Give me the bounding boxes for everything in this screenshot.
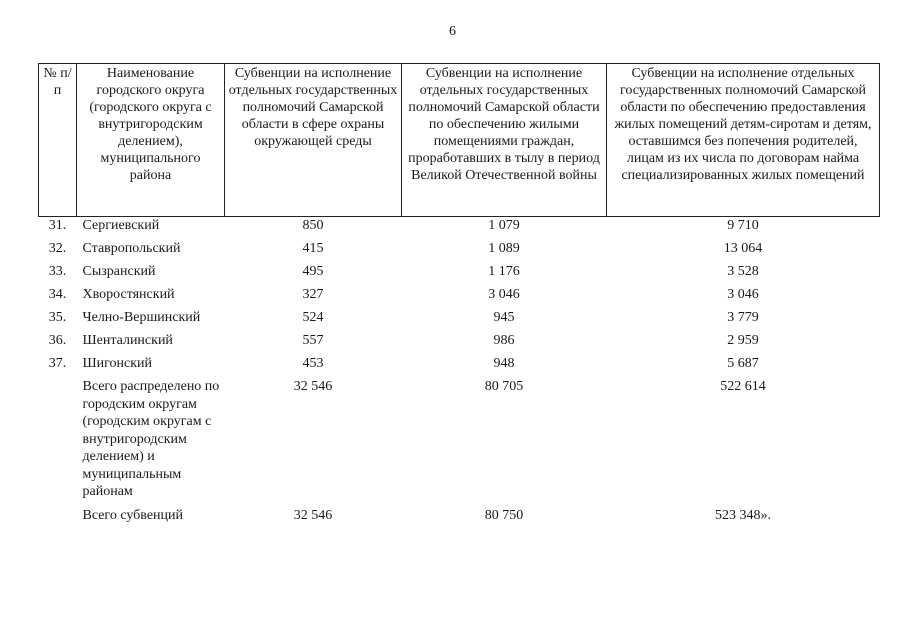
grand-total-row [39,501,880,530]
table-row [39,286,880,309]
municipality-name: Хворостянский [82,287,175,302]
table-row [39,332,880,355]
home-front-value: 1 079 [488,218,520,233]
total-distributed-orphans: 522 614 [720,379,766,394]
row-number: 33. [48,264,67,279]
grand-total-label: Всего субвенций [82,507,184,523]
table-row [39,240,880,263]
total-distributed-row [39,378,880,501]
orphans-value: 9 710 [727,218,759,233]
total-distributed-environment: 32 546 [293,379,333,394]
subventions-table [38,63,880,530]
total-distributed-number [39,378,77,501]
environment-value: 415 [302,241,324,256]
row-number: 32. [48,241,67,256]
row-number: 34. [48,287,67,302]
orphans-value: 5 687 [727,356,759,371]
municipality-name: Сергиевский [82,218,160,233]
environment-value: 524 [302,310,324,325]
grand-total-environment: 32 546 [293,507,333,523]
table-row [39,355,880,378]
environment-value: 557 [302,333,324,348]
home-front-value: 948 [493,356,515,371]
header-orphans-housing-subventions: Субвенции на исполнение отдельных государственных полномочий Самарской области по обеспечению предоставления жилых помещений детям-сиротам и детям, оставшимся без попечения родителей, лицам из их числа по договорам найма специализированных жилых помещений [607,64,880,217]
table-header [39,64,880,217]
table-row [39,263,880,286]
home-front-value: 945 [493,310,515,325]
orphans-value: 3 528 [727,264,759,279]
grand-total-number [39,501,77,530]
header-environment-subventions: Субвенции на исполнение отдельных государственных полномочий Самарской области в сфере охраны окружающей среды [225,64,402,217]
municipality-name: Сызранский [82,264,156,279]
home-front-value: 986 [493,333,515,348]
total-distributed-label: Всего распределено по городским округам (городским округам с внутригородским делением) и муниципальным районам [82,379,220,499]
grand-total-orphans: 523 348». [715,507,771,523]
table-body [39,217,880,530]
municipality-name: Ставропольский [82,241,181,256]
environment-value: 850 [302,218,324,233]
table-row [39,309,880,332]
orphans-value: 13 064 [723,241,763,256]
orphans-value: 2 959 [727,333,759,348]
row-number: 35. [48,310,67,325]
municipality-name: Шигонский [82,356,153,371]
row-number: 31. [48,218,67,233]
home-front-value: 1 089 [488,241,520,256]
table-row [39,217,880,241]
orphans-value: 3 779 [727,310,759,325]
header-municipality-name: Наименование городского округа (городского округа с внутригородским делением), муниципального района [77,64,225,217]
page-number: 6 [449,24,456,39]
grand-total-home-front: 80 750 [484,507,524,523]
home-front-value: 3 046 [488,287,520,302]
total-distributed-home-front: 80 705 [484,379,524,394]
environment-value: 495 [302,264,324,279]
row-number: 37. [48,356,67,371]
row-number: 36. [48,333,67,348]
environment-value: 327 [302,287,324,302]
municipality-name: Шенталинский [82,333,173,348]
municipality-name: Челно-Вершинский [82,310,201,325]
home-front-value: 1 176 [488,264,520,279]
header-housing-home-front-subventions: Субвенции на исполнение отдельных государственных полномочий Самарской области по обеспечению жилыми помещениями граждан, проработавших в тылу в период Великой Отечественной войны [402,64,607,217]
header-number: № п/п [39,64,77,217]
environment-value: 453 [302,356,324,371]
orphans-value: 3 046 [727,287,759,302]
